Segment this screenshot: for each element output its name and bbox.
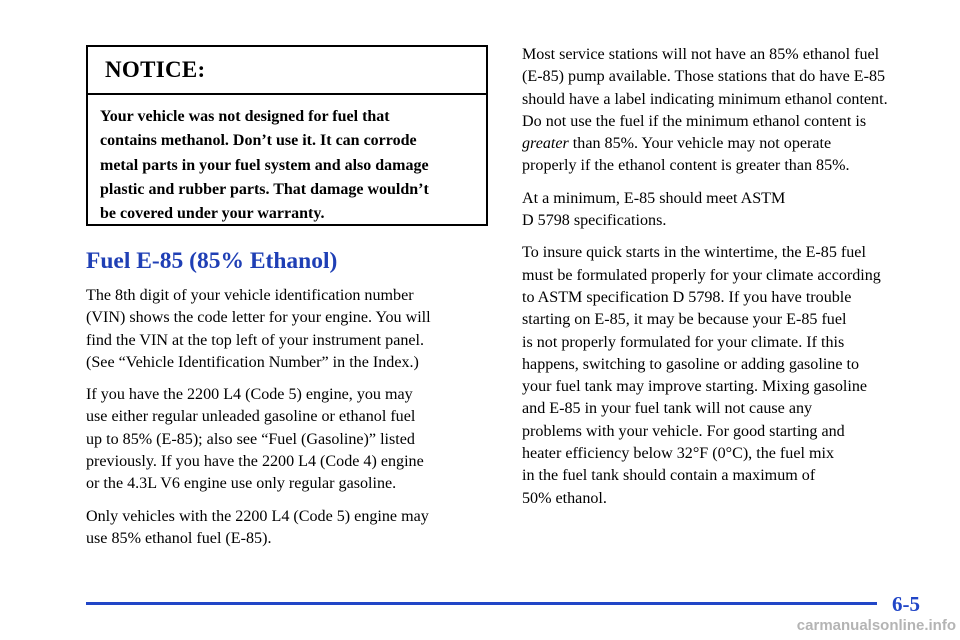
text-line: should have a label indicating minimum ethanol content.: [522, 90, 888, 108]
left-column: [86, 285, 486, 560]
text-line: find the VIN at the top left of your instrument panel.: [86, 331, 425, 349]
page-number: 6-5: [892, 592, 920, 616]
notice-line: be covered under your warranty.: [100, 205, 325, 223]
text-line: is not properly formulated for your climate. If this: [522, 333, 845, 351]
text-line: properly if the ethanol content is greater than 85%.: [522, 157, 850, 175]
text-line: If you have the 2200 L4 (Code 5) engine, you may: [86, 386, 413, 404]
notice-box: [86, 45, 488, 226]
text-line: and E-85 in your fuel tank will not cause any: [522, 400, 813, 418]
right-column: [522, 44, 932, 520]
notice-title: NOTICE:: [88, 47, 486, 95]
text-line: happens, switching to gasoline or adding gasoline to: [522, 355, 860, 373]
paragraph-service-stations: [522, 44, 932, 178]
text-line: Most service stations will not have an 85% ethanol fuel: [522, 46, 880, 63]
footer-rule: [86, 602, 877, 605]
notice-body: [88, 95, 486, 226]
text-line: To insure quick starts in the wintertime, the E-85 fuel: [522, 244, 866, 262]
text-line: 50% ethanol.: [522, 489, 607, 507]
notice-line: Your vehicle was not designed for fuel that: [100, 108, 390, 125]
notice-line: contains methanol. Don’t use it. It can corrode: [100, 132, 417, 150]
text-line: to ASTM specification D 5798. If you have trouble: [522, 288, 852, 306]
text-line: heater efficiency below 32°F (0°C), the fuel mix: [522, 445, 834, 463]
text-line: your fuel tank may improve starting. Mixing gasoline: [522, 378, 868, 396]
text-line: use either regular unleaded gasoline or ethanol fuel: [86, 408, 416, 426]
text-line: in the fuel tank should contain a maximum of: [522, 467, 816, 485]
paragraph-only-vehicles: [86, 506, 486, 551]
notice-line: plastic and rubber parts. That damage wouldn’t: [100, 180, 429, 198]
text-line: up to 85% (E-85); also see “Fuel (Gasoline)” listed: [86, 430, 415, 448]
paragraph-winter-starts: [522, 242, 932, 510]
text-line: D 5798 specifications.: [522, 212, 667, 230]
text-line: Only vehicles with the 2200 L4 (Code 5) engine may: [86, 507, 429, 525]
text-line: than 85%. Your vehicle may not operate: [568, 135, 832, 153]
text-line: Do not use the fuel if the minimum ethanol content is: [522, 112, 867, 130]
text-line: (VIN) shows the code letter for your engine. You will: [86, 309, 431, 327]
text-line: starting on E-85, it may be because your E-85 fuel: [522, 311, 847, 329]
section-title: Fuel E-85 (85% Ethanol): [86, 248, 338, 274]
text-line: problems with your vehicle. For good starting and: [522, 422, 845, 440]
text-line: previously. If you have the 2200 L4 (Code 4) engine: [86, 453, 424, 471]
text-line: use 85% ethanol fuel (E-85).: [86, 529, 272, 547]
paragraph-astm: [522, 188, 932, 233]
paragraph-vin: [86, 285, 486, 374]
text-line: must be formulated properly for your climate according: [522, 266, 881, 284]
watermark: carmanualsonline.info: [796, 617, 956, 634]
text-line: The 8th digit of your vehicle identification number: [86, 287, 414, 304]
emphasis-greater: greater: [522, 135, 569, 153]
paragraph-engine: [86, 384, 486, 495]
notice-line: metal parts in your fuel system and also damage: [100, 156, 429, 174]
text-line: or the 4.3L V6 engine use only regular gasoline.: [86, 475, 397, 493]
text-line: (E-85) pump available. Those stations that do have E-85: [522, 68, 886, 86]
text-line: (See “Vehicle Identification Number” in the Index.): [86, 353, 419, 371]
text-line: At a minimum, E-85 should meet ASTM: [522, 189, 786, 207]
